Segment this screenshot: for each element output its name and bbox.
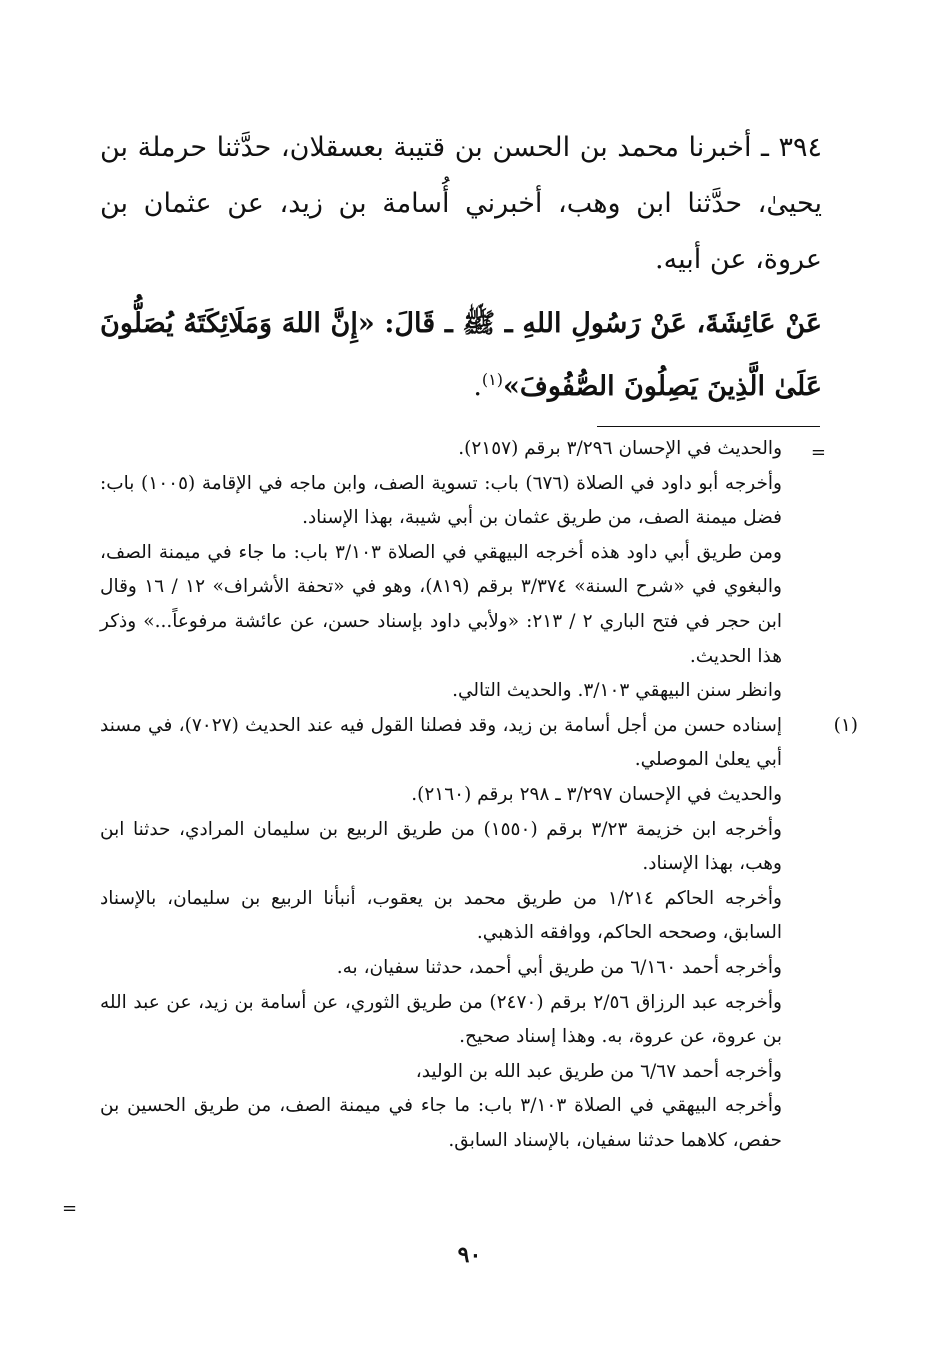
footnote-line: والحديث في الإحسان ٣/٢٩٦ برقم (٢١٥٧). [458,438,782,459]
footnote-line: وأخرجه أبو داود في الصلاة (٦٧٦) باب: تسوية الصف، وابن ماجه في الإقامة (١٠٠٥) باب: فضل ميمنة الصف، من طريق عثمان بن أبي شيبة، بهذا الإسناد. [100,472,782,529]
footnote-line: ومن طريق أبي داود هذه أخرجه البيهقي في الصلاة ٣/١٠٣ باب: ما جاء في ميمنة الصف، والبغوي في «شرح السنة» ٣/٣٧٤ برقم (٨١٩)، وهو في «تحفة الأشراف» ١٢ / ١٦ وقال ابن حجر في فتح الباري ٢ / ٢١٣: «ولأبي داود بإسناد حسن، عن عائشة مرفوعاً...» وذكر هذا الحديث. [100,541,782,667]
footnote-separator [597,426,820,427]
continuation-mark-top: = [810,442,826,463]
hadith-paragraph [100,296,822,415]
footnotes-section [100,432,858,1158]
footnote-1 [100,709,858,778]
hadith-matn: عَنْ عَائِشَةَ، عَنْ رَسُولِ اللهِ ـ ﷺ ـ قَالَ: «إِنَّ اللهَ وَمَلَائِكَتَهُ يُصَلُّونَ عَلَىٰ الَّذِينَ يَصِلُونَ الصُّفُوفَ» [100,308,822,402]
footnote-line: والحديث في الإحسان ٣/٢٩٧ ـ ٢٩٨ برقم (٢١٦٠). [411,783,782,805]
footnote-line: وأخرجه عبد الرزاق ٢/٥٦ برقم (٢٤٧٠) من طريق الثوري، عن أسامة بن زيد، عن عبد الله بن عروة، عن عروة، به. وهذا إسناد صحيح. [100,991,782,1048]
footnote-line: وأخرجه ابن خزيمة ٣/٢٣ برقم (١٥٥٠) من طريق الربيع بن سليمان المرادي، حدثنا ابن وهب، بهذا الإسناد. [100,818,782,875]
footnote-1-number: (١) [833,714,858,736]
continuation-mark-bottom: = [62,1198,78,1219]
isnad-paragraph: ٣٩٤ ـ أخبرنا محمد بن الحسن بن قتيبة بعسقلان، حدَّثنا حرملة بن يحيىٰ، حدَّثنا ابن وهب، أخبرني أُسامة بن زيد، عن عثمان بن عروة، عن أبيه. [100,132,822,275]
footnote-line: وأخرجه البيهقي في الصلاة ٣/١٠٣ باب: ما جاء في ميمنة الصف، من طريق الحسين بن حفص، كلاهما حدثنا سفيان، بالإسناد السابق. [100,1095,783,1151]
footnote-line: وأخرجه أحمد ٦/٦٧ من طريق عبد الله بن الوليد، [415,1060,782,1082]
page-number: ٩٠ [457,1242,482,1268]
footnote-line: وانظر سنن البيهقي ٣/١٠٣. والحديث التالي. [452,680,782,702]
footnote-reference: (١) [481,370,504,389]
footnote-line: وأخرجه الحاكم ١/٢١٤ من طريق محمد بن يعقوب، أنبأنا الربيع بن سليمان، بالإسناد السابق، وصححه الحاكم، ووافقه الذهبي. [100,887,782,944]
footnote-1-text: إسناده حسن من أجل أسامة بن زيد، وقد فصلنا القول فيه عند الحديث (٧٠٢٧)، في مسند أبي يعلىٰ الموصلي. [100,714,782,771]
footnote-line: وأخرجه أحمد ٦/١٦٠ من طريق أبي أحمد، حدثنا سفيان، به. [336,956,782,978]
hadith-end-mark: . [473,371,482,402]
main-text [100,120,822,415]
